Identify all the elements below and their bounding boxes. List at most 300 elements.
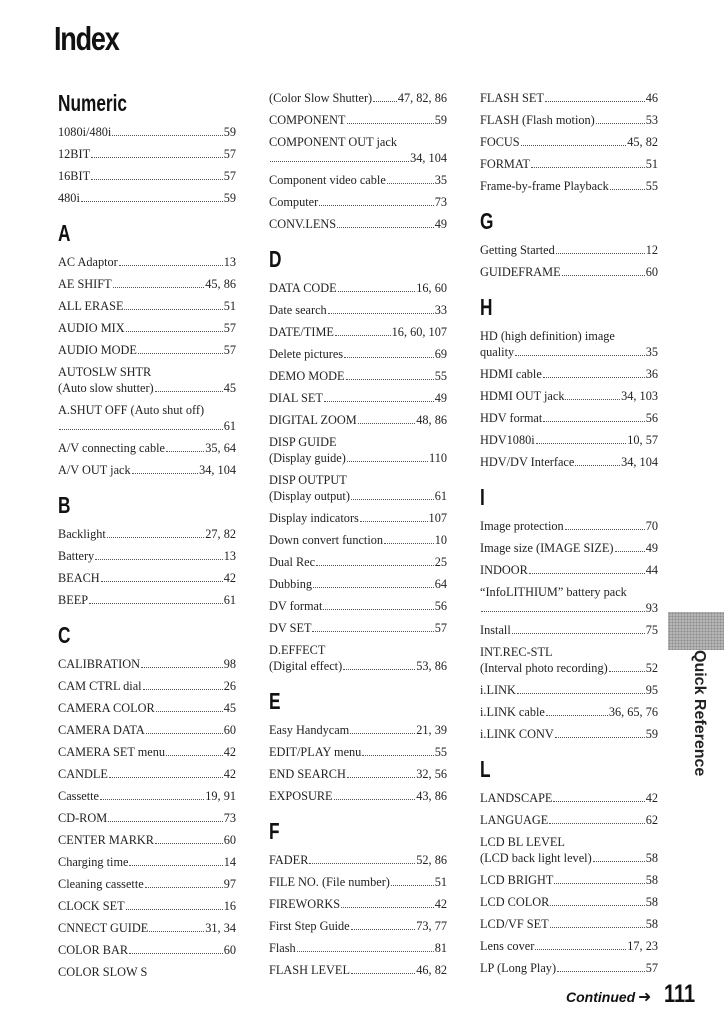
section-heading: E xyxy=(269,688,281,714)
entry-term: CNNECT GUIDE xyxy=(58,921,149,935)
entry-page-numbers: 60 xyxy=(645,265,658,279)
entry-term: FLASH SET xyxy=(480,91,544,105)
entry-page-numbers: 21, 39 xyxy=(416,723,447,737)
index-entry xyxy=(58,854,236,870)
entry-term: Easy Handycam xyxy=(269,723,350,737)
dot-leader xyxy=(546,706,608,716)
index-entry xyxy=(269,368,447,384)
entry-term-line: DISP OUTPUT xyxy=(269,473,347,487)
dot-leader xyxy=(343,660,415,670)
entry-term: DIAL SET xyxy=(269,391,323,405)
dot-leader xyxy=(143,680,223,690)
index-entry xyxy=(58,168,236,184)
entry-term: Battery xyxy=(58,549,95,563)
dot-leader xyxy=(324,392,434,402)
entry-page-numbers: 16, 60, 107 xyxy=(391,325,447,339)
index-entry xyxy=(58,766,236,782)
index-entry xyxy=(269,510,447,526)
entry-page-numbers: 58 xyxy=(645,895,658,909)
index-entry xyxy=(58,570,236,586)
index-section xyxy=(58,622,236,980)
index-entry xyxy=(480,432,658,448)
index-entry xyxy=(58,124,236,140)
entry-page-numbers: 14 xyxy=(223,855,236,869)
dot-leader xyxy=(387,174,434,184)
dot-leader xyxy=(543,368,645,378)
entry-term: EXPOSURE xyxy=(269,789,333,803)
dot-leader xyxy=(609,662,645,672)
entry-page-numbers: 45 xyxy=(223,381,236,395)
entry-term: Delete pictures xyxy=(269,347,344,361)
entry-term: CAMERA DATA xyxy=(58,723,145,737)
index-section xyxy=(58,90,236,206)
entry-page-numbers: 98 xyxy=(223,657,236,671)
entry-page-numbers: 17, 23 xyxy=(627,939,658,953)
dot-leader xyxy=(337,218,434,228)
dot-leader xyxy=(149,922,204,932)
dot-leader xyxy=(316,556,434,566)
entry-page-numbers: 69 xyxy=(434,347,447,361)
dot-leader xyxy=(346,370,434,380)
index-entry xyxy=(480,518,658,534)
index-entry xyxy=(58,788,236,804)
dot-leader xyxy=(553,792,644,802)
index-entry xyxy=(269,722,447,738)
entry-page-numbers: 57 xyxy=(223,321,236,335)
dot-leader xyxy=(119,256,223,266)
dot-leader xyxy=(341,898,434,908)
index-entry xyxy=(269,172,447,188)
index-entry xyxy=(58,146,236,162)
index-entry xyxy=(269,766,447,782)
index-column-1 xyxy=(58,90,236,994)
entry-page-numbers: 70 xyxy=(645,519,658,533)
entry-term: FIREWORKS xyxy=(269,897,341,911)
index-entry xyxy=(269,280,447,296)
index-entry xyxy=(58,920,236,936)
index-entry xyxy=(58,440,236,456)
entry-page-numbers: 32, 56 xyxy=(416,767,447,781)
index-entry xyxy=(58,254,236,270)
index-entry xyxy=(480,156,658,172)
entry-term: 12BIT xyxy=(58,147,91,161)
entry-term: CENTER MARKR xyxy=(58,833,154,847)
dot-leader xyxy=(512,624,645,634)
index-entry xyxy=(58,526,236,542)
entry-page-numbers: 62 xyxy=(645,813,658,827)
index-entry xyxy=(58,548,236,564)
dot-leader xyxy=(347,768,415,778)
entry-page-numbers: 51 xyxy=(223,299,236,313)
entry-term: CONV.LENS xyxy=(269,217,337,231)
entry-page-numbers: 110 xyxy=(429,451,447,465)
section-heading: C xyxy=(58,622,71,648)
dot-leader xyxy=(81,192,223,202)
entry-page-numbers: 55 xyxy=(434,745,447,759)
dot-leader xyxy=(347,452,428,462)
entry-term: BEEP xyxy=(58,593,89,607)
dot-leader xyxy=(91,170,223,180)
dot-leader xyxy=(113,278,205,288)
entry-term: DATE/TIME xyxy=(269,325,334,339)
entry-page-numbers: 58 xyxy=(645,851,658,865)
index-entry xyxy=(58,592,236,608)
entry-term: BEACH xyxy=(58,571,100,585)
entry-page-numbers: 16, 60 xyxy=(416,281,447,295)
index-entry xyxy=(58,462,236,478)
entry-term: GUIDEFRAME xyxy=(480,265,561,279)
entry-term-line: D.EFFECT xyxy=(269,643,326,657)
index-section xyxy=(58,492,236,608)
index-entry xyxy=(269,598,447,614)
entry-page-numbers: 48, 86 xyxy=(416,413,447,427)
dot-leader xyxy=(338,282,416,292)
entry-term: AUDIO MODE xyxy=(58,343,137,357)
index-entry xyxy=(58,298,236,314)
dot-leader xyxy=(557,962,645,972)
dot-leader xyxy=(59,420,223,430)
index-entry xyxy=(58,190,236,206)
entry-page-numbers: 57 xyxy=(223,343,236,357)
entry-page-numbers: 47, 82, 86 xyxy=(397,91,447,105)
entry-term: HDV/DV Interface xyxy=(480,455,575,469)
index-entry xyxy=(269,324,447,340)
entry-term: FORMAT xyxy=(480,157,530,171)
entry-term: ALL ERASE xyxy=(58,299,124,313)
entry-term: LCD BRIGHT xyxy=(480,873,554,887)
section-heading: L xyxy=(480,756,491,782)
dot-leader xyxy=(536,434,627,444)
index-entry xyxy=(58,656,236,672)
page-number: 111 xyxy=(664,980,696,1008)
entry-term: First Step Guide xyxy=(269,919,350,933)
entry-page-numbers: 56 xyxy=(434,599,447,613)
entry-term: LCD/VF SET xyxy=(480,917,549,931)
index-entry xyxy=(269,532,447,548)
dot-leader xyxy=(531,158,645,168)
entry-page-numbers: 73, 77 xyxy=(416,919,447,933)
entry-page-numbers: 59 xyxy=(223,125,236,139)
index-entry xyxy=(480,540,658,556)
dot-leader xyxy=(596,114,645,124)
index-entry xyxy=(480,726,658,742)
entry-page-numbers: 46 xyxy=(645,91,658,105)
entry-term: CD-ROM xyxy=(58,811,108,825)
index-entry xyxy=(269,390,447,406)
index-section xyxy=(480,294,658,470)
dot-leader xyxy=(334,790,416,800)
entry-page-numbers: 45, 82 xyxy=(627,135,658,149)
entry-page-numbers: 49 xyxy=(434,217,447,231)
index-entry xyxy=(269,412,447,428)
entry-term: LANDSCAPE xyxy=(480,791,553,805)
entry-page-numbers: 42 xyxy=(645,791,658,805)
entry-term: HDMI cable xyxy=(480,367,542,381)
index-column-3 xyxy=(480,90,658,990)
dot-leader xyxy=(555,728,645,738)
entry-page-numbers: 13 xyxy=(223,255,236,269)
entry-term: Cassette xyxy=(58,789,99,803)
dot-leader xyxy=(129,856,222,866)
entry-term: 16BIT xyxy=(58,169,91,183)
entry-term: AE SHIFT xyxy=(58,277,112,291)
entry-page-numbers: 51 xyxy=(645,157,658,171)
entry-term: 480i xyxy=(58,191,80,205)
entry-term: CAM CTRL dial xyxy=(58,679,142,693)
entry-term: COMPONENT xyxy=(269,113,346,127)
entry-term: Install xyxy=(480,623,511,637)
entry-term: Flash xyxy=(269,941,296,955)
section-heading: H xyxy=(480,294,493,320)
entry-term: (Display guide) xyxy=(269,451,346,465)
entry-term-line: A.SHUT OFF (Auto shut off) xyxy=(58,403,205,417)
index-entry xyxy=(480,388,658,404)
index-entry xyxy=(269,896,447,912)
dot-leader xyxy=(124,300,222,310)
dot-leader xyxy=(362,746,433,756)
dot-leader xyxy=(112,126,222,136)
entry-page-numbers: 44 xyxy=(645,563,658,577)
entry-term: HDV1080i xyxy=(480,433,535,447)
dot-leader xyxy=(545,92,645,102)
index-entry xyxy=(58,810,236,826)
entry-page-numbers: 52 xyxy=(645,661,658,675)
entry-term: (Display output) xyxy=(269,489,350,503)
dot-leader xyxy=(155,834,223,844)
entry-term: CLOCK SET xyxy=(58,899,125,913)
index-column-2 xyxy=(269,90,447,992)
index-entry xyxy=(58,364,236,396)
dot-leader xyxy=(543,412,644,422)
entry-page-numbers: 57 xyxy=(223,169,236,183)
entry-term: i.LINK CONV xyxy=(480,727,554,741)
dot-leader xyxy=(350,724,415,734)
entry-term: (Interval photo recording) xyxy=(480,661,608,675)
entry-page-numbers: 36, 65, 76 xyxy=(608,705,658,719)
index-entry xyxy=(269,90,447,106)
entry-page-numbers: 10, 57 xyxy=(627,433,658,447)
continued-arrow-icon: ➜ xyxy=(638,987,652,1006)
entry-page-numbers: 60 xyxy=(223,833,236,847)
dot-leader xyxy=(270,152,409,162)
index-entry xyxy=(480,90,658,106)
dot-leader xyxy=(575,456,620,466)
entry-term: INDOOR xyxy=(480,563,528,577)
entry-page-numbers: 36 xyxy=(645,367,658,381)
section-heading: Numeric xyxy=(58,90,128,116)
index-entry xyxy=(269,852,447,868)
dot-leader xyxy=(166,442,204,452)
entry-page-numbers: 49 xyxy=(645,541,658,555)
index-entry xyxy=(58,832,236,848)
entry-page-numbers: 34, 104 xyxy=(410,151,447,165)
entry-term: END SEARCH xyxy=(269,767,346,781)
index-entry xyxy=(58,700,236,716)
entry-page-numbers: 59 xyxy=(223,191,236,205)
entry-page-numbers: 60 xyxy=(223,723,236,737)
section-tab-marker xyxy=(668,612,724,650)
section-heading: G xyxy=(480,208,494,234)
entry-page-numbers: 57 xyxy=(645,961,658,975)
entry-term: A/V OUT jack xyxy=(58,463,131,477)
index-entry xyxy=(269,346,447,362)
index-entry xyxy=(269,620,447,636)
entry-term: FLASH LEVEL xyxy=(269,963,350,977)
entry-page-numbers: 34, 104 xyxy=(199,463,236,477)
index-entry xyxy=(269,216,447,232)
dot-leader xyxy=(517,684,645,694)
index-entry xyxy=(480,834,658,866)
entry-term: DEMO MODE xyxy=(269,369,345,383)
entry-page-numbers: 42 xyxy=(223,571,236,585)
entry-term: CAMERA COLOR xyxy=(58,701,155,715)
entry-page-numbers: 59 xyxy=(434,113,447,127)
index-entry xyxy=(480,264,658,280)
dot-leader xyxy=(481,602,645,612)
entry-page-numbers: 60 xyxy=(223,943,236,957)
index-entry xyxy=(269,788,447,804)
entry-term: (LCD back light level) xyxy=(480,851,592,865)
entry-term: Image size (IMAGE SIZE) xyxy=(480,541,614,555)
entry-term: DIGITAL ZOOM xyxy=(269,413,357,427)
dot-leader xyxy=(132,464,198,474)
section-heading: B xyxy=(58,492,71,518)
dot-leader xyxy=(126,322,223,332)
entry-page-numbers: 42 xyxy=(223,745,236,759)
index-entry xyxy=(480,704,658,720)
dot-leader xyxy=(319,196,434,206)
entry-term: DATA CODE xyxy=(269,281,337,295)
entry-page-numbers: 34, 103 xyxy=(621,389,658,403)
dot-leader xyxy=(335,326,391,336)
dot-leader xyxy=(95,550,223,560)
entry-term: Down convert function xyxy=(269,533,384,547)
index-entry xyxy=(269,642,447,674)
dot-leader xyxy=(360,512,428,522)
dot-leader xyxy=(535,940,626,950)
entry-term: LCD COLOR xyxy=(480,895,550,909)
entry-term: AC Adaptor xyxy=(58,255,118,269)
entry-term-line: DISP GUIDE xyxy=(269,435,337,449)
entry-page-numbers: 53, 86 xyxy=(416,659,447,673)
entry-page-numbers: 31, 34 xyxy=(205,921,236,935)
entry-page-numbers: 49 xyxy=(434,391,447,405)
entry-page-numbers: 56 xyxy=(645,411,658,425)
index-entry xyxy=(269,576,447,592)
entry-page-numbers: 58 xyxy=(645,917,658,931)
entry-page-numbers: 45 xyxy=(223,701,236,715)
dot-leader xyxy=(313,578,434,588)
index-section xyxy=(269,246,447,674)
dot-leader xyxy=(145,878,223,888)
index-entry xyxy=(269,112,447,128)
index-entry xyxy=(480,916,658,932)
dot-leader xyxy=(146,724,223,734)
dot-leader xyxy=(550,896,644,906)
dot-leader xyxy=(615,542,645,552)
index-entry xyxy=(58,964,236,980)
entry-term-line: “InfoLITHIUM” battery pack xyxy=(480,585,627,599)
entry-page-numbers: 45, 86 xyxy=(205,277,236,291)
dot-leader xyxy=(562,266,645,276)
index-section xyxy=(480,208,658,280)
dot-leader xyxy=(358,414,416,424)
dot-leader xyxy=(155,382,223,392)
index-entry xyxy=(58,744,236,760)
index-section xyxy=(269,90,447,232)
entry-term: LP (Long Play) xyxy=(480,961,557,975)
index-entry xyxy=(58,342,236,358)
dot-leader xyxy=(126,900,223,910)
section-side-label: Quick Reference xyxy=(691,650,708,777)
entry-term: Backlight xyxy=(58,527,106,541)
entry-page-numbers: 55 xyxy=(434,369,447,383)
index-entry xyxy=(480,562,658,578)
entry-term: FOCUS xyxy=(480,135,520,149)
dot-leader xyxy=(391,876,434,886)
index-entry xyxy=(480,112,658,128)
entry-page-numbers: 13 xyxy=(223,549,236,563)
dot-leader xyxy=(610,180,645,190)
entry-page-numbers: 61 xyxy=(223,419,236,433)
entry-page-numbers: 107 xyxy=(428,511,447,525)
entry-page-numbers: 12 xyxy=(645,243,658,257)
entry-term: HDMI OUT jack xyxy=(480,389,565,403)
entry-term: Frame-by-frame Playback xyxy=(480,179,609,193)
index-entry xyxy=(480,872,658,888)
entry-term: Image protection xyxy=(480,519,564,533)
entry-term: COLOR BAR xyxy=(58,943,129,957)
entry-page-numbers: 75 xyxy=(645,623,658,637)
dot-leader xyxy=(323,600,433,610)
dot-leader xyxy=(138,344,223,354)
entry-term: LANGUAGE xyxy=(480,813,549,827)
index-section xyxy=(269,688,447,804)
index-entry xyxy=(269,472,447,504)
dot-leader xyxy=(351,490,434,500)
entry-page-numbers: 10 xyxy=(434,533,447,547)
dot-leader xyxy=(297,942,434,952)
entry-term: Lens cover xyxy=(480,939,535,953)
index-entry xyxy=(480,960,658,976)
entry-page-numbers: 73 xyxy=(434,195,447,209)
entry-term-line: INT.REC-STL xyxy=(480,645,553,659)
entry-term: Dubbing xyxy=(269,577,313,591)
index-section xyxy=(480,90,658,194)
dot-leader xyxy=(521,136,627,146)
entry-term: FADER xyxy=(269,853,309,867)
section-heading: D xyxy=(269,246,282,272)
entry-page-numbers: 35 xyxy=(434,173,447,187)
entry-page-numbers: 19, 91 xyxy=(205,789,236,803)
entry-page-numbers: 97 xyxy=(223,877,236,891)
index-entry xyxy=(480,644,658,676)
entry-term: HDV format xyxy=(480,411,543,425)
dot-leader xyxy=(91,148,223,158)
index-entry xyxy=(269,962,447,978)
entry-term: FLASH (Flash motion) xyxy=(480,113,595,127)
dot-leader xyxy=(351,964,415,974)
entry-page-numbers: 93 xyxy=(645,601,658,615)
entry-page-numbers: 52, 86 xyxy=(416,853,447,867)
dot-leader xyxy=(101,572,223,582)
index-entry xyxy=(480,938,658,954)
entry-page-numbers: 64 xyxy=(434,577,447,591)
entry-page-numbers: 35 xyxy=(645,345,658,359)
entry-term-line: LCD BL LEVEL xyxy=(480,835,565,849)
entry-term: Getting Started xyxy=(480,243,555,257)
dot-leader xyxy=(554,874,644,884)
